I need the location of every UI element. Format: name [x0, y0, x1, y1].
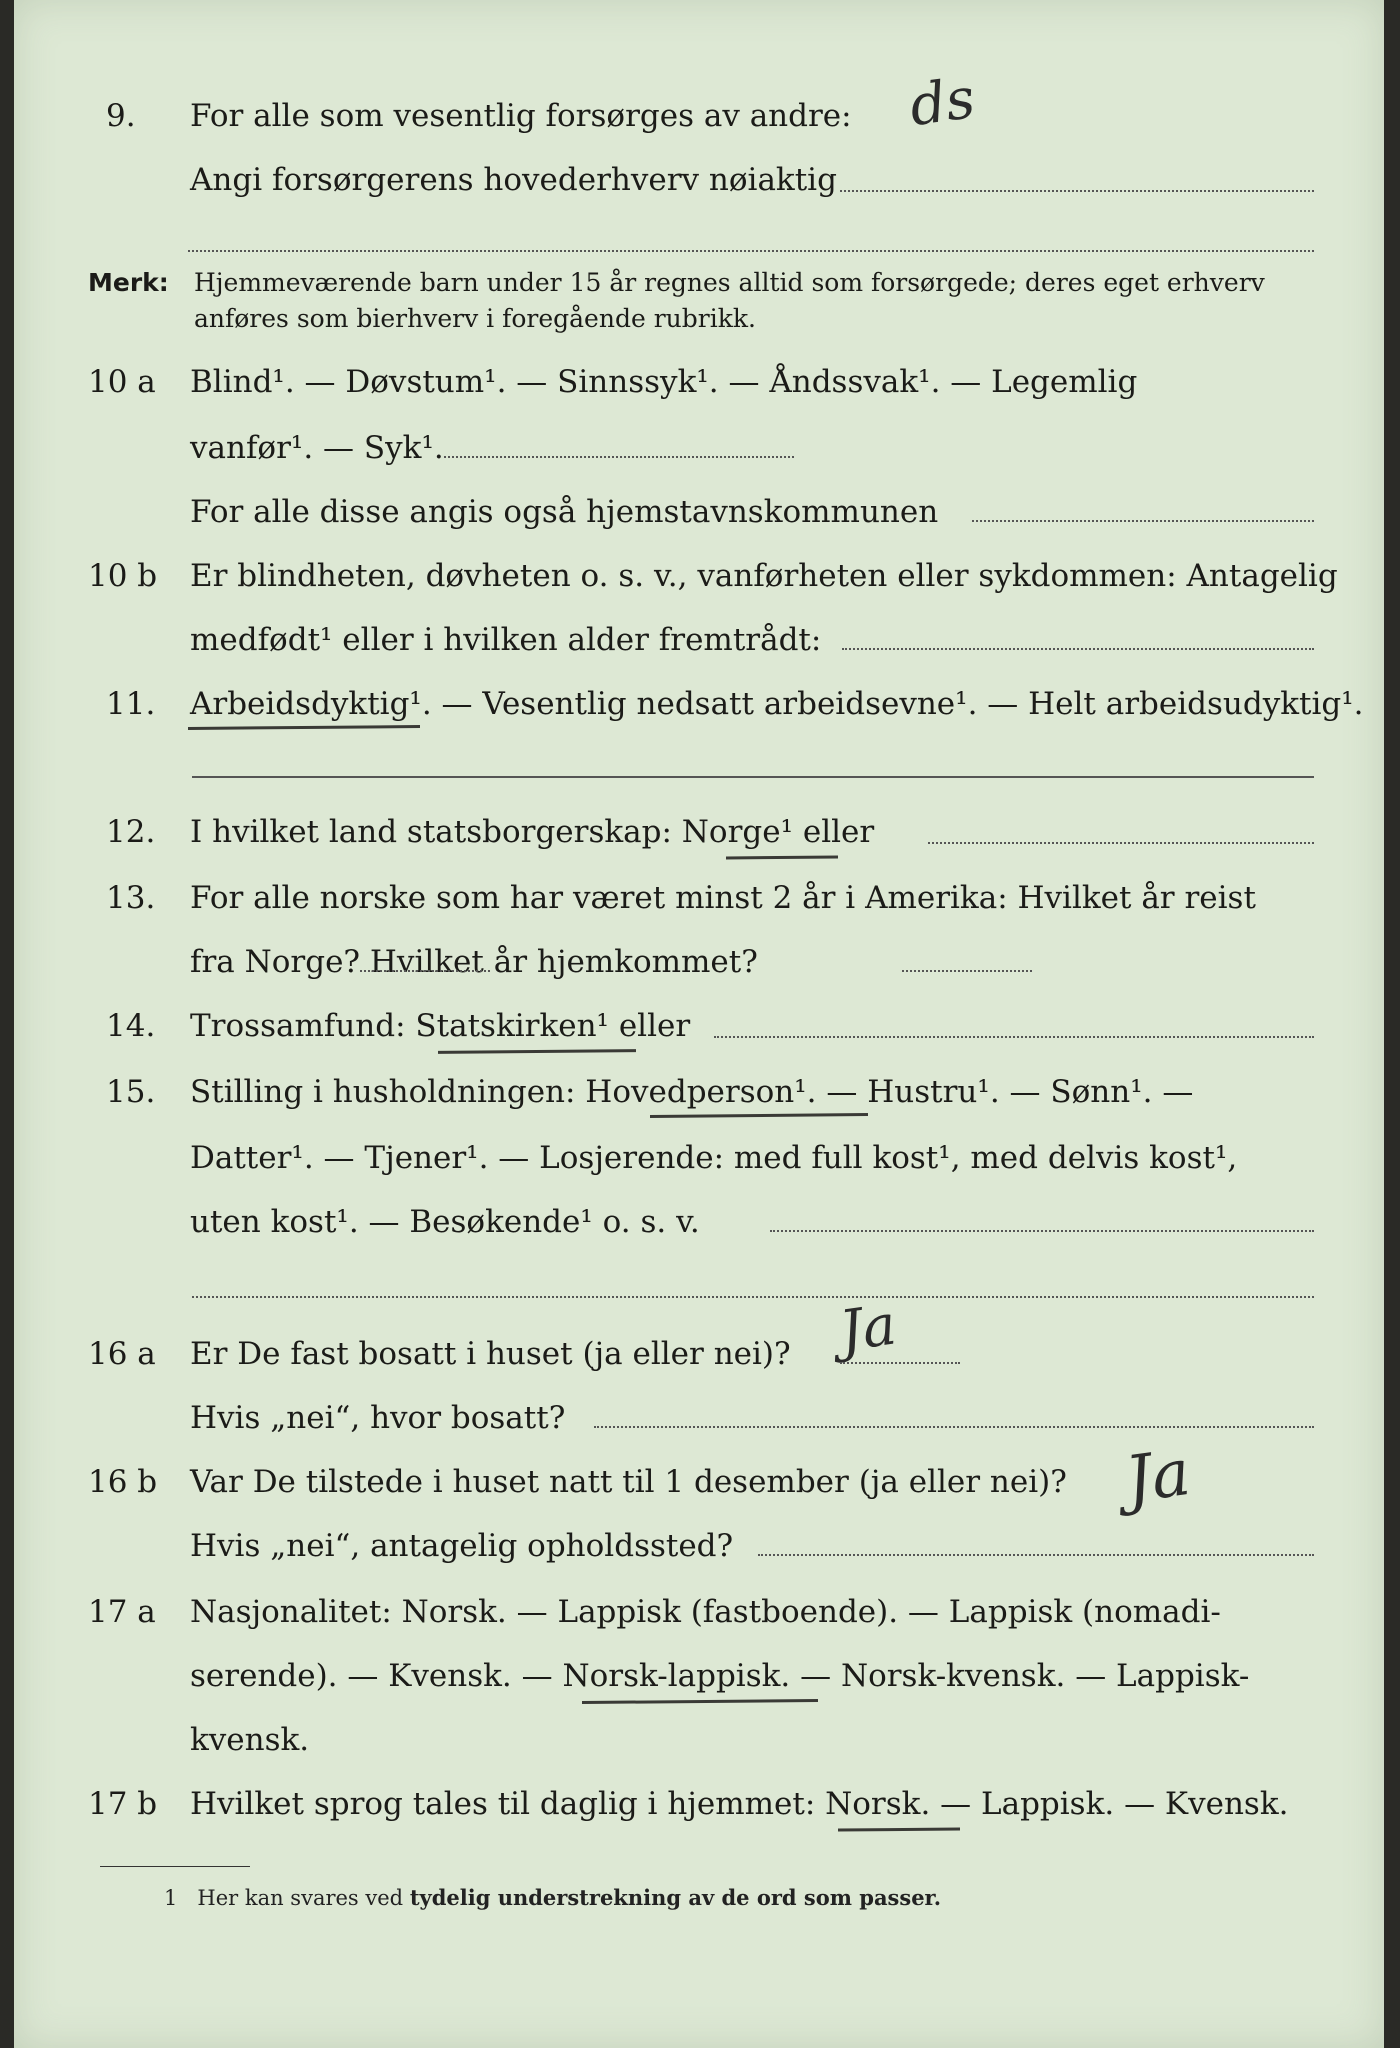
item-number: 10 a [88, 364, 156, 400]
question-text: Hvilket sprog tales til daglig i hjemmet: Norsk. — Lappisk. — Kvensk. [190, 1786, 1289, 1822]
footnote-bold-text: tydelig understrekning av de ord som passer. [409, 1885, 942, 1910]
handwritten-answer-ja: Ja [1121, 1435, 1195, 1519]
answer-line [360, 970, 490, 972]
question-text: Er blindheten, døvheten o. s. v., vanførheten eller sykdommen: Antagelig [190, 558, 1338, 594]
handwritten-underline [582, 1699, 818, 1704]
question-text: fra Norge? Hvilket år hjemkommet? [190, 944, 758, 980]
question-text: Datter¹. — Tjener¹. — Losjerende: med full kost¹, med delvis kost¹, [190, 1140, 1238, 1176]
question-text: For alle norske som har været minst 2 år i Amerika: Hvilket år reist [190, 880, 1256, 916]
answer-line [192, 776, 1314, 778]
footnote-mark: 1 [164, 1886, 178, 1910]
item-number: 12. [106, 814, 156, 850]
answer-line [902, 970, 1032, 972]
question-text: Er De fast bosatt i huset (ja eller nei)? [190, 1336, 791, 1372]
answer-line [192, 1296, 1314, 1298]
question-text: kvensk. [190, 1722, 310, 1758]
item-number: 13. [106, 880, 156, 916]
footnote [164, 1885, 941, 1910]
question-text: Stilling i husholdningen: Hovedperson¹. — Hustru¹. — Sønn¹. — [190, 1074, 1194, 1110]
handwritten-underline [838, 1827, 960, 1831]
handwritten-underline [650, 1113, 868, 1118]
answer-line [188, 250, 1314, 252]
question-text: serende). — Kvensk. — Norsk-lappisk. — Norsk-kvensk. — Lappisk- [190, 1658, 1250, 1694]
question-text: uten kost¹. — Besøkende¹ o. s. v. [190, 1204, 700, 1240]
answer-line [840, 1362, 960, 1364]
handwritten-ditto: ds [905, 65, 979, 140]
form-page [14, 0, 1384, 2048]
answer-line [972, 520, 1314, 522]
answer-line [714, 1036, 1314, 1038]
note-label: Merk: [88, 268, 169, 297]
note-text: Hjemmeværende barn under 15 år regnes alltid som forsørgede; deres eget erhverv [194, 268, 1265, 297]
answer-line [594, 1426, 1314, 1428]
question-text: I hvilket land statsborgerskap: Norge¹ eller [190, 814, 875, 850]
question-text: vanfør¹. — Syk¹. [190, 430, 444, 466]
question-text: Angi forsørgerens hovederhverv nøiaktig [190, 162, 837, 198]
item-number: 16 b [88, 1464, 158, 1500]
item-number: 11. [106, 686, 156, 722]
answer-line [444, 456, 794, 458]
item-number: 17 b [88, 1786, 158, 1822]
answer-line [770, 1230, 1314, 1232]
item-number: 15. [106, 1074, 156, 1110]
question-text: Trossamfund: Statskirken¹ eller [190, 1008, 691, 1044]
answer-line [928, 842, 1314, 844]
item-number: 17 a [88, 1594, 156, 1630]
handwritten-underline [726, 856, 838, 860]
question-text: For alle disse angis også hjemstavnskommunen [190, 494, 939, 530]
handwritten-answer-ja: Ja [835, 1292, 901, 1365]
item-number: 10 b [88, 558, 158, 594]
footnote-rule [100, 1866, 250, 1867]
question-text: medfødt¹ eller i hvilken alder fremtrådt: [190, 622, 822, 658]
question-text: Var De tilstede i huset natt til 1 desember (ja eller nei)? [190, 1464, 1067, 1500]
question-text: For alle som vesentlig forsørges av andre: [190, 98, 852, 134]
note-text: anføres som bierhverv i foregående rubrikk. [194, 304, 756, 333]
footnote-text: Her kan svares ved [197, 1886, 404, 1910]
item-number: 16 a [88, 1336, 156, 1372]
handwritten-underline [438, 1049, 636, 1054]
item-number: 9. [106, 98, 136, 134]
answer-line [842, 648, 1314, 650]
answer-line [840, 190, 1314, 192]
item-number: 14. [106, 1008, 156, 1044]
question-text: Blind¹. — Døvstum¹. — Sinnssyk¹. — Åndssvak¹. — Legemlig [190, 364, 1138, 400]
question-text: Nasjonalitet: Norsk. — Lappisk (fastboende). — Lappisk (nomadi- [190, 1594, 1221, 1630]
question-text: Hvis „nei“, hvor bosatt? [190, 1400, 566, 1436]
question-text: Hvis „nei“, antagelig opholdssted? [190, 1528, 734, 1564]
answer-line [758, 1554, 1314, 1556]
handwritten-underline [188, 725, 420, 730]
question-text: Arbeidsdyktig¹. — Vesentlig nedsatt arbeidsevne¹. — Helt arbeidsudyktig¹. [190, 686, 1364, 722]
